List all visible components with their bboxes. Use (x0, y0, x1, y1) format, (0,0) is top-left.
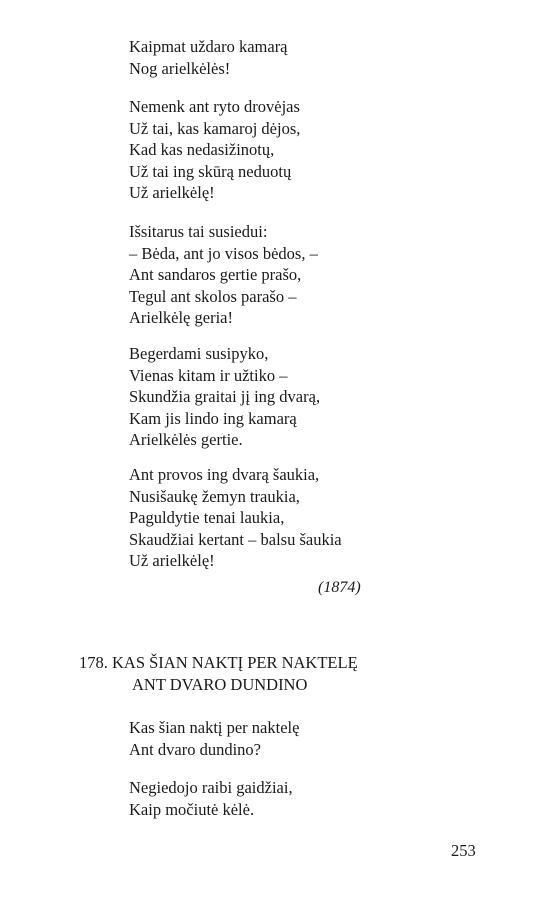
verse-line: Arielkėlę geria! (129, 308, 233, 327)
verse-line: Už tai, kas kamaroj dėjos, (129, 118, 301, 138)
verse-line: Vienas kitam ir užtiko – (129, 365, 288, 385)
verse-line: – Bėda, ant jo visos bėdos, – (129, 243, 318, 263)
poem-date: (1874) (318, 579, 361, 596)
poem-heading-line-2: ANT DVARO DUNDINO (132, 674, 308, 694)
poem-heading (79, 652, 358, 695)
page-number: 253 (451, 841, 476, 860)
verse-line: Kaip močiutė kėlė. (129, 799, 255, 819)
verse-line: Kaipmat uždaro kamarą (129, 37, 288, 56)
verse-line: Nog arielkėlės! (129, 58, 231, 78)
verse-line: Išsitarus tai susiedui: (129, 222, 268, 241)
verse-line: Ant dvaro dundino? (129, 739, 261, 759)
verse-line: Už tai ing skūrą neduotų (129, 161, 292, 181)
verse-line: Negiedojo raibi gaidžiai, (129, 778, 293, 797)
stanza-2 (129, 96, 300, 204)
verse-line: Kas šian naktį per naktelę (129, 718, 300, 737)
poem-heading-line-1: 178. KAS ŠIAN NAKTĮ PER NAKTELĘ (79, 653, 358, 672)
stanza-178-1 (129, 717, 299, 760)
stanza-178-2 (129, 777, 293, 820)
stanza-1 (129, 36, 288, 79)
verse-line: Kad kas nedasižinotų, (129, 140, 275, 159)
verse-line: Už arielkėlę! (129, 183, 215, 202)
stanza-4 (129, 343, 320, 451)
verse-line: Ant sandaros gertie prašo, (129, 265, 302, 284)
verse-line: Begerdami susipyko, (129, 344, 269, 363)
verse-line: Kam jis lindo ing kamarą (129, 408, 297, 428)
verse-line: Skundžia graitai jį ing dvarą, (129, 387, 321, 406)
verse-line: Skaudžiai kertant – balsu šaukia (129, 529, 342, 549)
verse-line: Už arielkėlę! (129, 551, 215, 570)
verse-line: Paguldytie tenai laukia, (129, 508, 285, 527)
verse-line: Tegul ant skolos parašo – (129, 286, 297, 306)
verse-line: Arielkėlės gertie. (129, 430, 243, 449)
stanza-5 (129, 464, 342, 572)
stanza-3 (129, 221, 318, 329)
verse-line: Nusišaukę žemyn traukia, (129, 486, 300, 506)
verse-line: Nemenk ant ryto drovėjas (129, 97, 300, 116)
verse-line: Ant provos ing dvarą šaukia, (129, 465, 320, 484)
